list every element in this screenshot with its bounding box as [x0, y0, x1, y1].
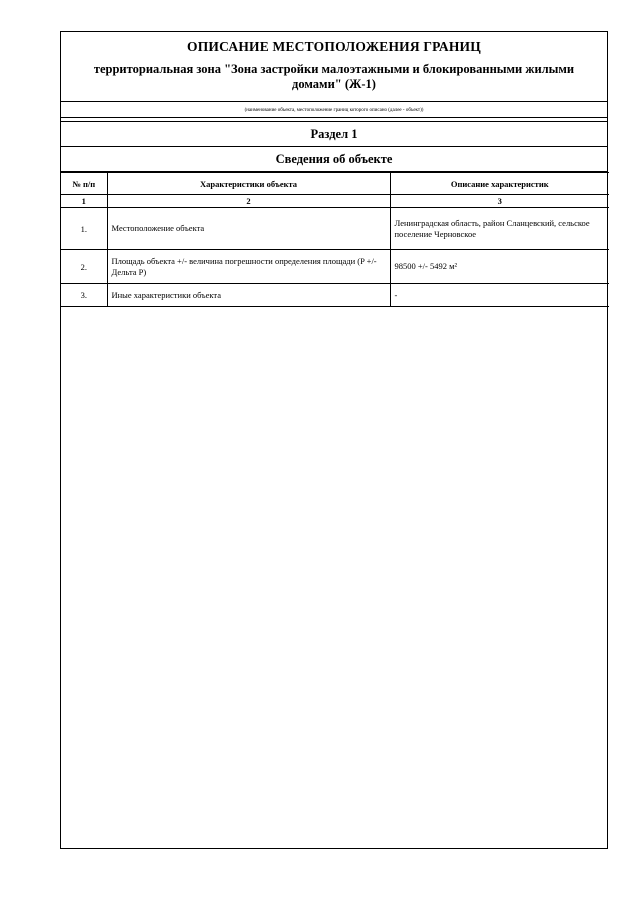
row-number: 3.: [61, 284, 107, 307]
characteristics-table: [61, 172, 609, 307]
document-frame: [60, 31, 608, 849]
row-characteristic: Площадь объекта +/- величина погрешности определения площади (P +/- Дельта P): [107, 250, 390, 284]
row-description: -: [390, 284, 609, 307]
column-number-row: [61, 195, 609, 208]
document-subtitle: территориальная зона "Зона застройки малоэтажными и блокированными жилыми домами" (Ж-1): [93, 62, 575, 91]
column-header: № п/п: [61, 173, 107, 195]
row-description: Ленинградская область, район Сланцевский, сельское поселение Черновское: [390, 208, 609, 250]
row-number: 2.: [61, 250, 107, 284]
column-number: 2: [107, 195, 390, 208]
table-header-row: [61, 173, 609, 195]
column-number: 1: [61, 195, 107, 208]
table-row: [61, 284, 609, 307]
table-row: [61, 208, 609, 250]
document-header: [61, 32, 607, 102]
row-characteristic: Иные характеристики объекта: [107, 284, 390, 307]
table-row: [61, 250, 609, 284]
row-number: 1.: [61, 208, 107, 250]
row-description: 98500 +/- 5492 м²: [390, 250, 609, 284]
section-label: Раздел 1: [61, 122, 607, 147]
column-number: 3: [390, 195, 609, 208]
column-header: Описание характеристик: [390, 173, 609, 195]
object-caption: (наименование объекта, местоположение границ которого описано (далее - объект)): [61, 105, 607, 118]
document-title: ОПИСАНИЕ МЕСТОПОЛОЖЕНИЯ ГРАНИЦ: [187, 39, 481, 54]
column-header: Характеристики объекта: [107, 173, 390, 195]
row-characteristic: Местоположение объекта: [107, 208, 390, 250]
section-title: Сведения об объекте: [61, 147, 607, 172]
